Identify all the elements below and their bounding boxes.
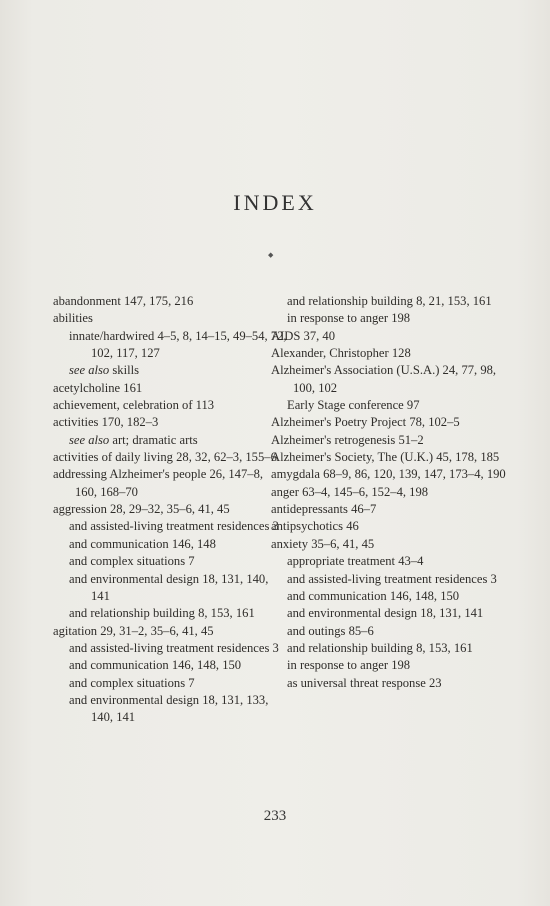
index-entry bbox=[53, 449, 288, 466]
ornament-icon: ◆ bbox=[268, 251, 274, 259]
entry-text: and environmental design 18, 131, 133, 140, 141 bbox=[69, 692, 269, 725]
index-entry bbox=[53, 310, 288, 327]
entry-text: and environmental design 18, 131, 141 bbox=[287, 606, 484, 621]
entry-text: abilities bbox=[53, 311, 93, 326]
entry-text: innate/hardwired 4–5, 8, 14–15, 49–54, 72, 102, 117, 127 bbox=[69, 328, 287, 361]
entry-text: and communication 146, 148 bbox=[69, 536, 216, 551]
entry-text: agitation 29, 31–2, 35–6, 41, 45 bbox=[53, 623, 214, 638]
index-column-right bbox=[271, 293, 516, 692]
entry-text: and communication 146, 148, 150 bbox=[287, 588, 460, 603]
index-entry bbox=[53, 414, 288, 431]
index-entry bbox=[271, 362, 516, 397]
index-column-left bbox=[53, 293, 288, 727]
entry-text: and assisted-living treatment residences 3 bbox=[69, 519, 279, 534]
entry-text: as universal threat response 23 bbox=[287, 675, 442, 690]
index-entry bbox=[271, 345, 516, 362]
index-entry bbox=[271, 518, 516, 535]
entry-text: anger 63–4, 145–6, 152–4, 198 bbox=[271, 484, 429, 499]
index-subentry bbox=[53, 675, 288, 692]
index-subentry bbox=[271, 310, 516, 327]
entry-text: and relationship building 8, 153, 161 bbox=[287, 640, 473, 655]
index-subentry bbox=[271, 397, 516, 414]
index-subentry bbox=[271, 588, 516, 605]
entry-text: and relationship building 8, 21, 153, 161 bbox=[287, 294, 492, 308]
entry-text: in response to anger 198 bbox=[287, 658, 411, 673]
entry-text: Alzheimer's Society, The (U.K.) 45, 178, 185 bbox=[271, 450, 500, 465]
index-subentry bbox=[271, 623, 516, 640]
page-title: INDEX bbox=[233, 190, 317, 215]
index-entry bbox=[271, 449, 516, 466]
index-subentry bbox=[271, 293, 516, 310]
index-entry bbox=[53, 293, 288, 310]
entry-text: AIDS 37, 40 bbox=[271, 328, 336, 343]
index-entry bbox=[271, 414, 516, 431]
entry-text: anxiety 35–6, 41, 45 bbox=[271, 536, 375, 551]
index-subentry bbox=[271, 675, 516, 692]
index-entry bbox=[271, 432, 516, 449]
index-subentry bbox=[271, 553, 516, 570]
entry-text: and outings 85–6 bbox=[287, 623, 374, 638]
index-entry bbox=[271, 484, 516, 501]
index-subentry bbox=[53, 692, 288, 727]
index-entry bbox=[271, 466, 516, 483]
entry-text: acetylcholine 161 bbox=[53, 380, 143, 395]
entry-text: abandonment 147, 175, 216 bbox=[53, 294, 194, 308]
entry-text: antidepressants 46–7 bbox=[271, 502, 377, 517]
entry-text: Alzheimer's retrogenesis 51–2 bbox=[271, 432, 424, 447]
index-subentry bbox=[53, 571, 288, 606]
index-subentry bbox=[271, 571, 516, 588]
entry-text: and complex situations 7 bbox=[69, 554, 195, 569]
index-subentry bbox=[53, 605, 288, 622]
entry-text: Alzheimer's Association (U.S.A.) 24, 77, 98, 100, 102 bbox=[271, 363, 497, 395]
index-subentry bbox=[53, 657, 288, 674]
entry-text: Alexander, Christopher 128 bbox=[271, 346, 411, 361]
entry-text: addressing Alzheimer's people 26, 147–8, 160, 168–70 bbox=[53, 467, 264, 499]
index-entry bbox=[53, 466, 288, 501]
entry-text: achievement, celebration of 113 bbox=[53, 398, 215, 413]
index-subentry bbox=[53, 640, 288, 657]
index-subentry bbox=[53, 432, 288, 449]
index-subentry bbox=[271, 640, 516, 657]
entry-text: Early Stage conference 97 bbox=[287, 398, 420, 413]
index-subentry bbox=[271, 657, 516, 674]
index-entry bbox=[53, 380, 288, 397]
page-number: 233 bbox=[263, 808, 287, 824]
index-entry bbox=[271, 536, 516, 553]
entry-text: skills bbox=[109, 363, 139, 378]
index-subentry bbox=[53, 536, 288, 553]
entry-text: Alzheimer's Poetry Project 78, 102–5 bbox=[271, 415, 460, 430]
entry-text: in response to anger 198 bbox=[287, 311, 411, 326]
entry-text: aggression 28, 29–32, 35–6, 41, 45 bbox=[53, 502, 230, 517]
index-subentry bbox=[53, 328, 288, 363]
entry-text: amygdala 68–9, 86, 120, 139, 147, 173–4, 190 bbox=[271, 467, 506, 482]
index-entry bbox=[53, 501, 288, 518]
entry-text: art; dramatic arts bbox=[109, 432, 198, 447]
entry-text: appropriate treatment 43–4 bbox=[287, 554, 424, 569]
index-entry bbox=[53, 623, 288, 640]
entry-text: antipsychotics 46 bbox=[271, 519, 359, 534]
index-subentry bbox=[53, 518, 288, 535]
see-also-label: see also bbox=[69, 432, 110, 447]
index-entry bbox=[271, 501, 516, 518]
entry-text: activities of daily living 28, 32, 62–3, 155–6 bbox=[53, 450, 277, 465]
entry-text: and assisted-living treatment residences 3 bbox=[69, 640, 279, 655]
entry-text: activities 170, 182–3 bbox=[53, 415, 159, 430]
entry-text: and relationship building 8, 153, 161 bbox=[69, 606, 255, 621]
index-subentry bbox=[53, 553, 288, 570]
index-subentry bbox=[53, 362, 288, 379]
index-subentry bbox=[271, 605, 516, 622]
see-also-label: see also bbox=[69, 363, 110, 378]
index-entry bbox=[271, 328, 516, 345]
entry-text: and environmental design 18, 131, 140, 141 bbox=[69, 571, 269, 603]
index-entry bbox=[53, 397, 288, 414]
entry-text: and communication 146, 148, 150 bbox=[69, 658, 242, 673]
entry-text: and complex situations 7 bbox=[69, 675, 195, 690]
entry-text: and assisted-living treatment residences 3 bbox=[287, 571, 497, 586]
